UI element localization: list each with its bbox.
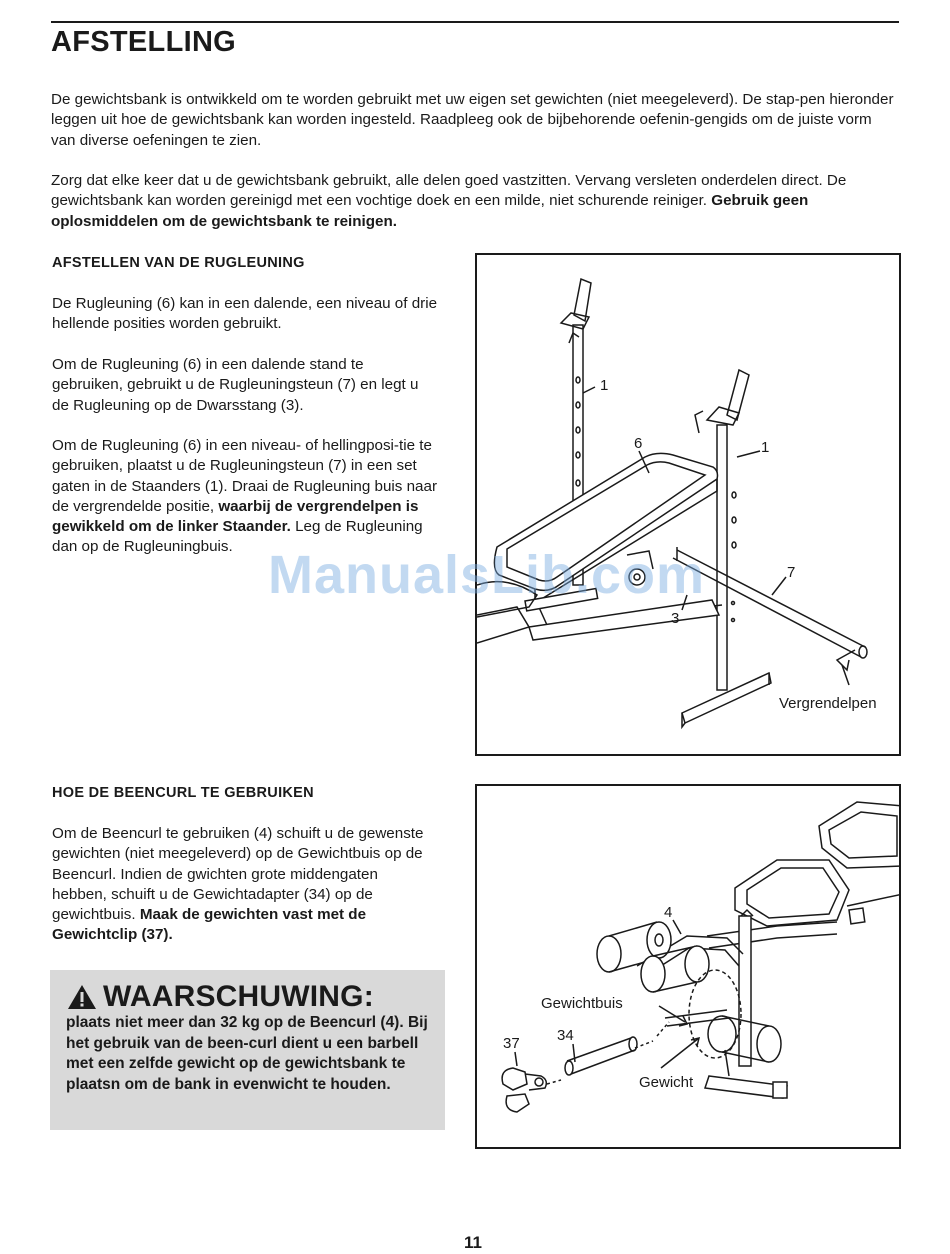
leg-curl-paragraph-text: Om de Beencurl te gebruiken (4) schuift u de gewenste gewichten (niet meegeleverd) op de Gewichtbuis op de Beencurl. Indien de gwichten grote middengaten hebben, schuift u de Gewichtadapter (34) op de gewichtbuis. — [52, 825, 424, 924]
warning-text: plaats niet meer dan 32 kg op de Beencurl (4). Bij het gebruik van de been-curl dient u een barbell met een zelfde gewicht op de gewichtsbank te plaatsn om de bank in evenwicht te houden. — [66, 1014, 428, 1093]
leg-curl-paragraph-bold: Maak de gewichten vast met de Gewichtclip (37). — [52, 906, 367, 944]
label-3: 3 — [671, 610, 680, 627]
backrest-illustration — [477, 255, 901, 756]
top-rule — [51, 21, 899, 23]
leg-curl-figure — [475, 784, 901, 1149]
leg-curl-illustration — [477, 786, 901, 1149]
backrest-paragraph-1: De Rugleuning (6) kan in een dalende, een niveau of drie hellende posities worden gebruikt. — [52, 295, 438, 333]
label-1-right: 1 — [761, 439, 770, 456]
label-37: 37 — [503, 1035, 520, 1052]
intro-paragraph-1: De gewichtsbank is ontwikkeld om te worden gebruikt met uw eigen set gewichten (niet meegeleverd). De stap-pen hieronder leggen uit hoe de gewichtsbank kan worden ingesteld. Raadpleeg ook de bijbehorende oefenin-gengids om de juiste vorm van diverse oefeningen te zien. — [51, 91, 894, 149]
section-heading-leg-curl: HOE DE BEENCURL TE GEBRUIKEN — [52, 785, 314, 801]
warning-title: WAARSCHUWING: — [103, 980, 374, 1013]
backrest-paragraph-3-text: Om de Rugleuning (6) in een niveau- of hellingposi-tie te gebruiken, plaatst u de Rugleuningsteun (7) in een set gaten in de Staanders (1). Draai de Rugleuning buis naar de vergrendelde positie, — [52, 437, 437, 515]
backrest-figure — [475, 253, 901, 756]
intro-paragraph-2-bold: Gebruik geen oplosmiddelen om de gewichtsbank te reinigen. — [51, 192, 809, 230]
intro-paragraph-2 — [51, 171, 896, 232]
watermark: ManualsLib.com — [268, 545, 706, 605]
label-gewichtbuis: Gewichtbuis — [541, 995, 623, 1012]
label-gewicht: Gewicht — [639, 1074, 694, 1091]
label-vergrendelpen: Vergrendelpen — [779, 695, 877, 712]
section-heading-backrest: AFSTELLEN VAN DE RUGLEUNING — [52, 255, 305, 271]
backrest-paragraph-3 — [52, 436, 444, 558]
label-7: 7 — [787, 564, 796, 581]
page-title: AFSTELLING — [51, 26, 237, 58]
warning-box — [50, 970, 445, 1130]
page-number: 11 — [464, 1233, 482, 1252]
backrest-paragraph-2: Om de Rugleuning (6) in een dalende stand te gebruiken, gebruikt u de Rugleuningsteun (7) en legt u de Rugleuning op de Dwarsstang (3). — [52, 356, 419, 414]
backrest-paragraph-3-bold: waarbij de vergrendelpen is gewikkeld om de linker Staander. — [52, 497, 419, 536]
warning-heading — [67, 980, 374, 1014]
label-4: 4 — [664, 904, 673, 921]
warning-triangle-icon — [67, 984, 97, 1010]
label-34: 34 — [557, 1027, 574, 1044]
intro-paragraph-2-text: Zorg dat elke keer dat u de gewichtsbank gebruikt, alle delen goed vastzitten. Vervang versleten onderdelen direct. De gewichtsbank kan worden gereinigd met een vochtige doek en een milde, niet schurende reiniger. — [51, 172, 847, 210]
leg-curl-paragraph — [52, 824, 432, 946]
label-1-left: 1 — [600, 377, 609, 394]
label-6: 6 — [634, 435, 643, 452]
backrest-paragraph-3-tail: Leg de Rugleuning dan op de Rugleuningbuis. — [52, 518, 423, 556]
